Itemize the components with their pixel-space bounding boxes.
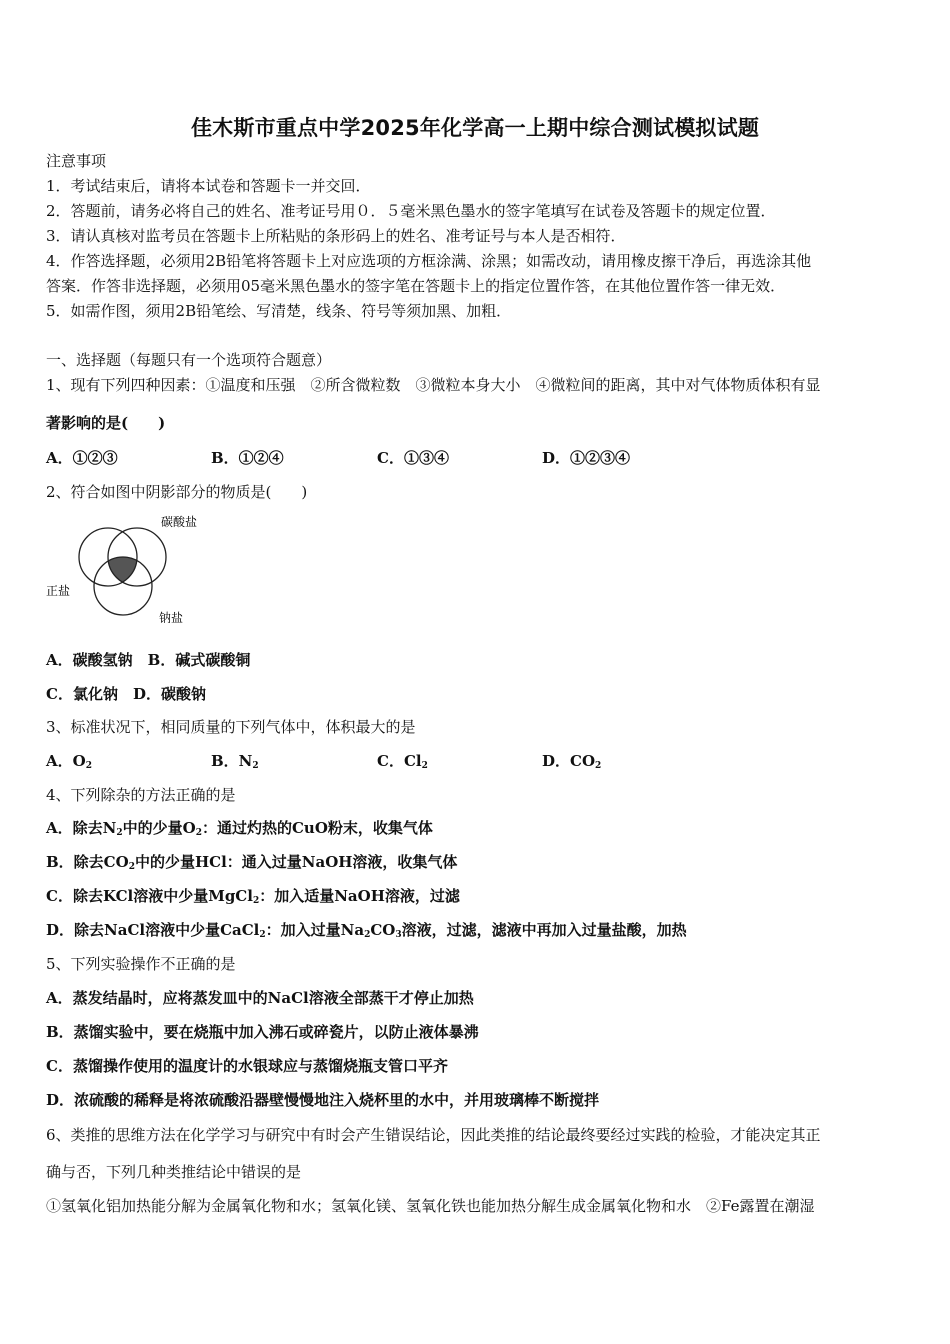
q5-option-b: B．蒸馏实验中，要在烧瓶中加入沸石或碎瓷片，以防止液体暴沸	[46, 1023, 479, 1041]
notice-item: 1．考试结束后，请将本试卷和答题卡一并交回．	[46, 177, 371, 195]
notice-heading: 注意事项	[46, 152, 107, 170]
q3-option-d: D．$CO_2$	[542, 752, 602, 771]
notice-item: 5．如需作图，须用2B铅笔绘、写清楚，线条、符号等须加黑、加粗．	[46, 302, 512, 320]
question-4-stem: 4、下列除杂的方法正确的是	[46, 786, 236, 804]
venn-diagram	[44, 508, 214, 630]
question-1-stem: 1、现有下列四种因素：①温度和压强 ②所含微粒数 ③微粒本身大小 ④微粒间的距离，其中对气体物质体积有显	[46, 376, 821, 394]
section-heading: 一、选择题（每题只有一个选项符合题意）	[46, 351, 332, 369]
q5-option-d: D．浓硫酸的稀释是将浓硫酸沿器壁慢慢地注入烧杯里的水中，并用玻璃棒不断搅拌	[46, 1091, 600, 1109]
q2-options-cd: C．氯化钠 D．碳酸钠	[46, 685, 206, 703]
question-5-stem: 5、下列实验操作不正确的是	[46, 955, 236, 973]
q1-option-b: B．①②④	[211, 449, 284, 467]
exam-title: 佳木斯市重点中学2025年化学高一上期中综合测试模拟试题	[190, 116, 760, 140]
q1-option-a: A．①②③	[46, 449, 118, 467]
q5-option-a: A．蒸发结晶时，应将蒸发皿中的NaCl溶液全部蒸干才停止加热	[46, 989, 474, 1007]
notice-item: 4．作答选择题，必须用2B铅笔将答题卡上对应选项的方框涂满、涂黑；如需改动，请用橡皮擦干净后，再选涂其他	[46, 252, 812, 270]
q2-options-ab: A．碳酸氢钠 B．碱式碳酸铜	[46, 651, 251, 669]
question-6-statement: ①氢氧化铝加热能分解为金属氧化物和水；氢氧化镁、氢氧化铁也能加热分解生成金属氧化物和水 ②Fe露置在潮湿	[46, 1197, 815, 1215]
q4-option-a: A．除去$N_2$中的少量$O_2$：通过灼热的CuO粉末，收集气体	[46, 819, 433, 838]
question-6-stem: 6、类推的思维方法在化学学习与研究中有时会产生错误结论，因此类推的结论最终要经过实践的检验，才能决定其正	[46, 1126, 821, 1144]
q4-option-c: C．除去KCl溶液中少量MgCl$_2$：加入适量NaOH溶液，过滤	[46, 887, 460, 906]
notice-item: 答案．作答非选择题，必须用05毫米黑色墨水的签字笔在答题卡上的指定位置作答，在其他位置作答一律无效．	[46, 277, 786, 295]
notice-item: 3．请认真核对监考员在答题卡上所粘贴的条形码上的姓名、准考证号与本人是否相符．	[46, 227, 626, 245]
question-6-stem-cont: 确与否，下列几种类推结论中错误的是	[46, 1163, 302, 1181]
q1-option-c: C．①③④	[377, 449, 449, 467]
question-3-stem: 3、标准状况下，相同质量的下列气体中，体积最大的是	[46, 718, 416, 736]
question-2-stem: 2、符合如图中阴影部分的物质是( )	[46, 483, 308, 501]
question-1-stem-cont: 著影响的是( )	[46, 414, 166, 432]
q3-option-b: B．$N_2$	[211, 752, 259, 771]
notice-item: 2．答题前，请务必将自己的姓名、准考证号用０．５毫米黑色墨水的签字笔填写在试卷及答题卡的规定位置．	[46, 202, 776, 220]
q5-option-c: C．蒸馏操作使用的温度计的水银球应与蒸馏烧瓶支管口平齐	[46, 1057, 448, 1075]
q1-option-d: D．①②③④	[542, 449, 631, 467]
q3-option-c: C．$Cl_2$	[377, 752, 428, 771]
q4-option-d: D．除去NaCl溶液中少量CaCl$_2$：加入过量$Na_2CO_3$溶液，过滤，滤液中再加入过量盐酸，加热	[46, 921, 687, 940]
venn-label-carbonate: 碳酸盐	[161, 515, 198, 529]
q4-option-b: B．除去$CO_2$中的少量HCl：通入过量NaOH溶液，收集气体	[46, 853, 458, 872]
venn-label-normal-salt: 正盐	[46, 584, 71, 598]
venn-label-sodium-salt: 钠盐	[159, 611, 184, 625]
q3-option-a: A．$O_2$	[46, 752, 92, 771]
